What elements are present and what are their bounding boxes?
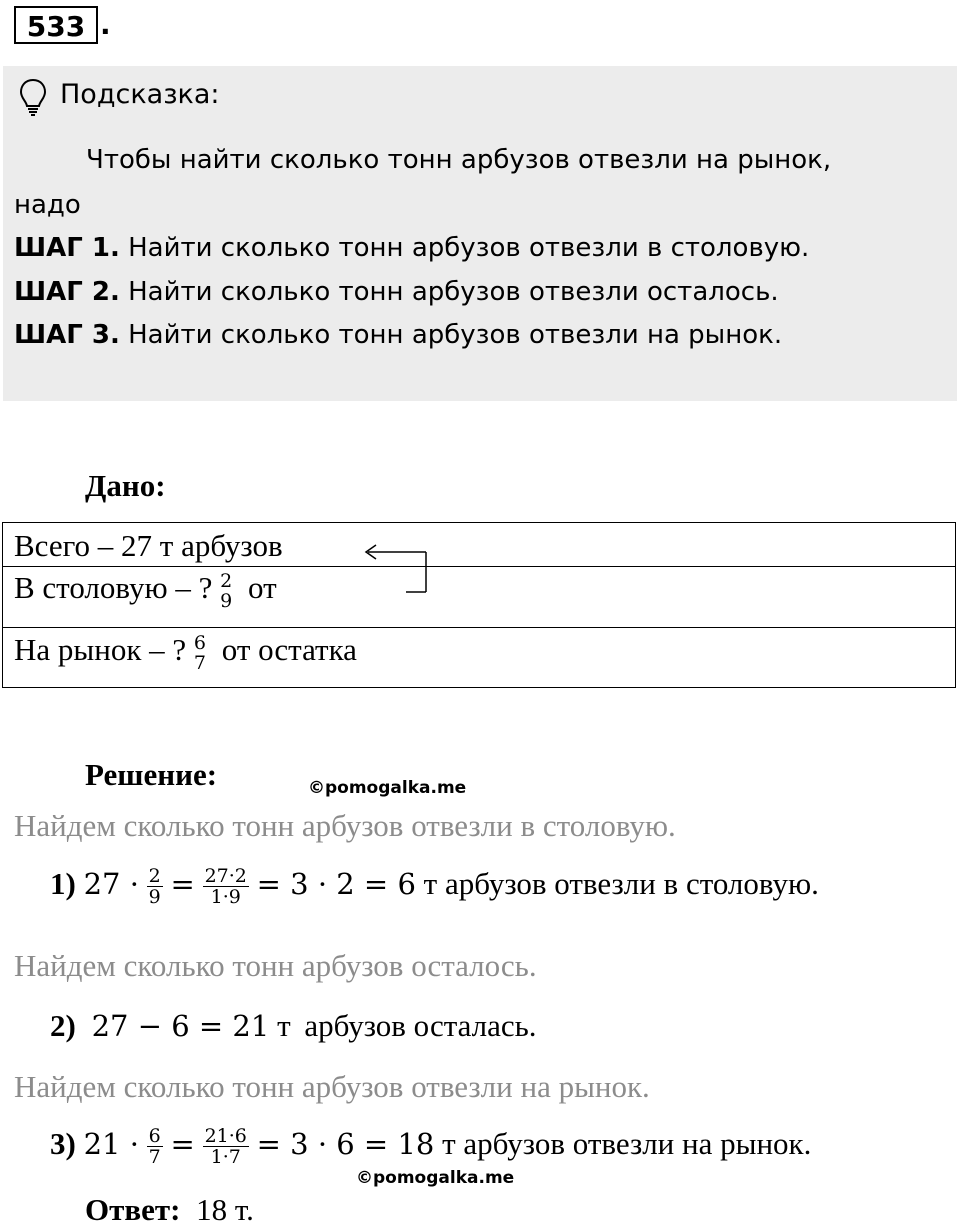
table-divider [2,627,956,628]
given-row-prefix: В столовую – ? [14,570,213,605]
step2-description: Найдем сколько тонн арбузов осталось. [14,948,537,983]
step1-equation [50,866,819,907]
unit: т [442,1126,456,1161]
fraction: 2 9 [220,569,233,612]
math-term: 27 − 6 = 21 [91,1009,270,1043]
problem-number: 533 [14,6,98,44]
unit: т [277,1008,291,1043]
bracket-arrow-icon [360,540,440,600]
given-row-suffix: от остатка [221,632,357,667]
table-divider [2,566,956,567]
step-text: Найти сколько тонн арбузов отвезли на рынок. [128,320,783,350]
unit: т [423,866,438,901]
given-row-canteen [14,570,277,611]
hint-step-1 [14,233,809,263]
step-text: арбузов отвезли в столовую. [444,866,819,901]
hint-step-2 [14,277,779,307]
step-number: 2) [50,1008,76,1043]
math-term: = 3 · 6 = 18 [256,1127,435,1161]
step-text: Найти сколько тонн арбузов отвезли осталось. [128,277,779,307]
step1-description: Найдем сколько тонн арбузов отвезли в столовую. [14,808,676,843]
answer-value: 18 т. [196,1192,254,1227]
given-row-prefix: На рынок – ? [14,632,187,667]
given-row-market [14,632,357,673]
step2-equation [50,1008,537,1044]
math-term: = 3 · 2 = 6 [256,867,416,901]
solution-title: Решение: [85,757,218,792]
fraction: $\frac{21\cdot 6}{1\cdot 7}$ [204,1125,247,1169]
math-term: = [170,1127,195,1161]
step-label: ШАГ 1. [14,233,120,263]
hint-intro-line2: надо [14,190,81,220]
given-row-total: Всего – 27 т арбузов [14,528,283,563]
answer-label: Ответ: [85,1192,181,1227]
step-label: ШАГ 2. [14,277,120,307]
watermark: ©pomogalka.me [308,778,467,798]
hint-intro-line1: Чтобы найти сколько тонн арбузов отвезли на рынок, [86,145,832,175]
answer [85,1192,254,1228]
math-term: 21 · [83,1127,139,1161]
lightbulb-icon [18,78,48,118]
hint-step-3 [14,320,782,350]
watermark: ©pomogalka.me [356,1168,515,1188]
given-title: Дано: [85,468,166,503]
hint-title: Подсказка: [60,79,220,110]
step-text: арбузов отвезли на рынок. [463,1126,812,1161]
step3-equation [50,1126,811,1167]
step-text: Найти сколько тонн арбузов отвезли в столовую. [128,233,810,263]
fraction: $\frac{27\cdot 2}{1\cdot 9}$ [204,865,247,909]
fraction: $\frac{2}{9}$ [148,865,161,909]
given-row-suffix: от [247,570,277,605]
problem-number-dot: . [100,8,111,41]
step-label: ШАГ 3. [14,320,120,350]
math-term: = [170,867,195,901]
step3-description: Найдем сколько тонн арбузов отвезли на рынок. [14,1069,650,1104]
step-text: арбузов осталась. [304,1008,537,1043]
step-number: 1) [50,866,76,901]
math-term: 27 · [83,867,139,901]
fraction: $\frac{6}{7}$ [148,1125,161,1169]
step-number: 3) [50,1126,76,1161]
fraction: 6 7 [193,631,206,674]
